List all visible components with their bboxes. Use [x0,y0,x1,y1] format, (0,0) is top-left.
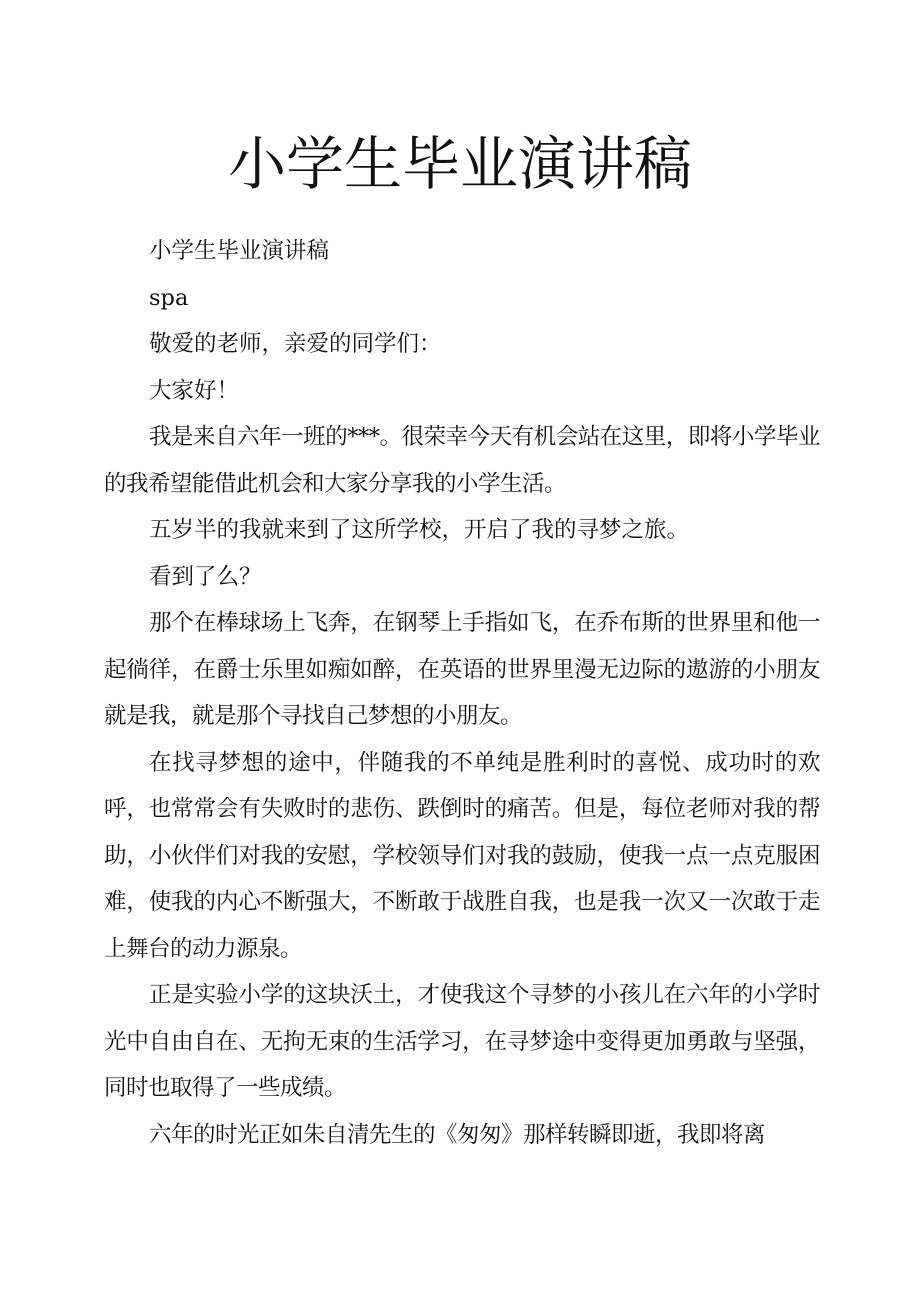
paragraph-introduction: 我是来自六年一班的***。很荣幸今天有机会站在这里，即将小学毕业的我希望能借此机会和大家分享我的小学生活。 [104,424,820,497]
paragraph-school-start: 五岁半的我就来到了这所学校，开启了我的寻梦之旅。 [149,517,690,543]
paragraph-question: 看到了么？ [149,563,262,590]
paragraph-school-gratitude: 正是实验小学的这块沃土，才使我这个寻梦的小孩儿在六年的小学时光中自由自在、无拘无束的生活学习，在寻梦途中变得更加勇敢与坚强，同时也取得了一些成绩。 [104,982,820,1101]
paragraph-greeting: 大家好！ [149,377,240,404]
paragraph-journey: 在找寻梦想的途中，伴随我的不单纯是胜利时的喜悦、成功时的欢呼，也常常会有失败时的悲伤、跌倒时的痛苦。但是，每位老师对我的帮助，小伙伴们对我的安慰，学校领导们对我的鼓励，使我一点一点克服困难，使我的内心不断强大，不断敢于战胜自我，也是我一次又一次敢于走上舞台的动力源泉。 [104,749,820,962]
paragraph-heading: 小学生毕业演讲稿 [149,238,330,264]
document-title: 小学生毕业演讲稿 [227,130,692,198]
paragraph-time-passing: 六年的时光正如朱自清先生的《匆匆》那样转瞬即逝，我即将离 [149,1121,766,1148]
paragraph-salutation: 敬爱的老师，亲爱的同学们： [149,331,442,357]
document-body [104,228,820,1158]
paragraph-dream-child: 那个在棒球场上飞奔，在钢琴上手指如飞，在乔布斯的世界里和他一起徜徉，在爵士乐里如痴如醉，在英语的世界里漫无边际的遨游的小朋友就是我，就是那个寻找自己梦想的小朋友。 [104,610,820,729]
paragraph-spa: spa [149,284,189,311]
